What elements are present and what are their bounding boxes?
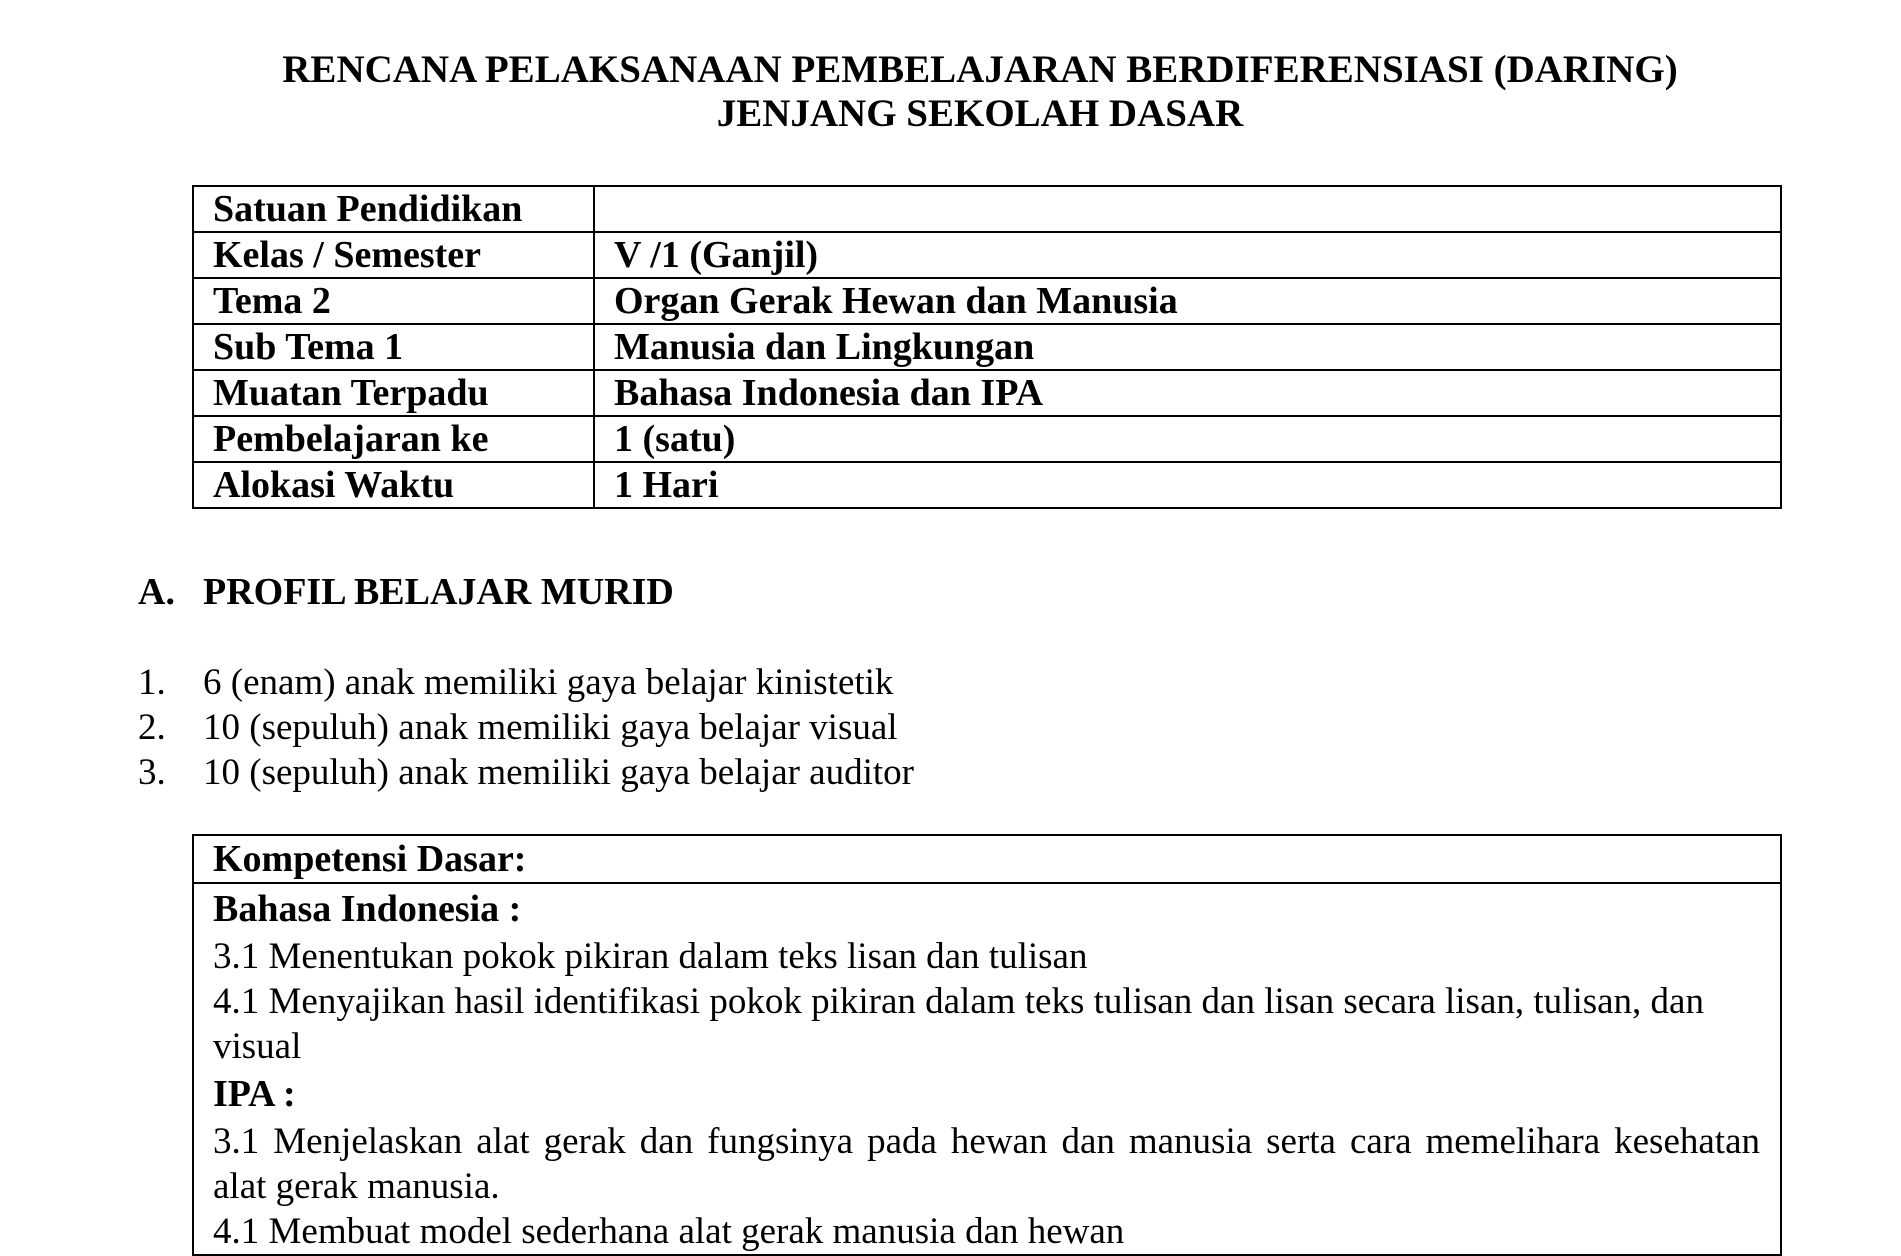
list-item xyxy=(138,750,914,795)
subject-title-ipa: IPA : xyxy=(213,1073,296,1115)
table-row xyxy=(193,462,1781,508)
row-value-kelas-semester: V /1 (Ganjil) xyxy=(594,232,1781,278)
row-label-sub-tema: Sub Tema 1 xyxy=(193,324,594,370)
subject-title-bahasa: Bahasa Indonesia : xyxy=(213,888,522,930)
row-label-pembelajaran-ke: Pembelajaran ke xyxy=(193,416,594,462)
row-value-pembelajaran-ke: 1 (satu) xyxy=(594,416,1781,462)
row-value-muatan-terpadu: Bahasa Indonesia dan IPA xyxy=(594,370,1781,416)
competency-item: 3.1 Menjelaskan alat gerak dan fungsinya pada hewan dan manusia serta cara memelihara kesehatan alat gerak manusia. xyxy=(213,1121,1760,1207)
document-title: RENCANA PELAKSANAAN PEMBELAJARAN BERDIFERENSIASI (DARING) xyxy=(282,48,1678,91)
profile-list xyxy=(138,660,914,795)
table-row xyxy=(193,232,1781,278)
table-row xyxy=(193,324,1781,370)
row-label-tema: Tema 2 xyxy=(193,278,594,324)
list-number: 3. xyxy=(138,752,166,793)
row-value-satuan-pendidikan xyxy=(594,186,1781,232)
list-item xyxy=(138,660,914,705)
document-subtitle: JENJANG SEKOLAH DASAR xyxy=(716,92,1244,135)
table-row xyxy=(193,416,1781,462)
row-value-alokasi-waktu: 1 Hari xyxy=(594,462,1781,508)
section-heading-profil xyxy=(138,568,674,616)
identity-table xyxy=(192,185,1782,509)
list-number: 1. xyxy=(138,662,166,703)
row-value-tema: Organ Gerak Hewan dan Manusia xyxy=(594,278,1781,324)
list-text: 6 (enam) anak memiliki gaya belajar kinistetik xyxy=(203,662,894,703)
row-value-sub-tema: Manusia dan Lingkungan xyxy=(594,324,1781,370)
section-letter: A. xyxy=(138,571,175,613)
row-label-satuan-pendidikan: Satuan Pendidikan xyxy=(193,186,594,232)
competency-item: 3.1 Menentukan pokok pikiran dalam teks lisan dan tulisan xyxy=(213,936,1088,977)
list-text: 10 (sepuluh) anak memiliki gaya belajar auditor xyxy=(203,752,914,793)
list-text: 10 (sepuluh) anak memiliki gaya belajar visual xyxy=(203,707,898,748)
list-number: 2. xyxy=(138,707,166,748)
row-label-alokasi-waktu: Alokasi Waktu xyxy=(193,462,594,508)
kompetensi-dasar-box xyxy=(192,834,1782,1256)
competency-item: 4.1 Menyajikan hasil identifikasi pokok pikiran dalam teks tulisan dan lisan secara lisan, tulisan, dan visual xyxy=(213,981,1704,1067)
row-label-muatan-terpadu: Muatan Terpadu xyxy=(193,370,594,416)
kompetensi-dasar-body xyxy=(194,884,1780,1254)
kompetensi-dasar-header: Kompetensi Dasar: xyxy=(194,836,1780,884)
section-title: PROFIL BELAJAR MURID xyxy=(203,571,674,613)
competency-item: 4.1 Membuat model sederhana alat gerak manusia dan hewan xyxy=(213,1211,1125,1252)
table-row xyxy=(193,278,1781,324)
table-row xyxy=(193,186,1781,232)
table-row xyxy=(193,370,1781,416)
row-label-kelas-semester: Kelas / Semester xyxy=(193,232,594,278)
list-item xyxy=(138,705,914,750)
